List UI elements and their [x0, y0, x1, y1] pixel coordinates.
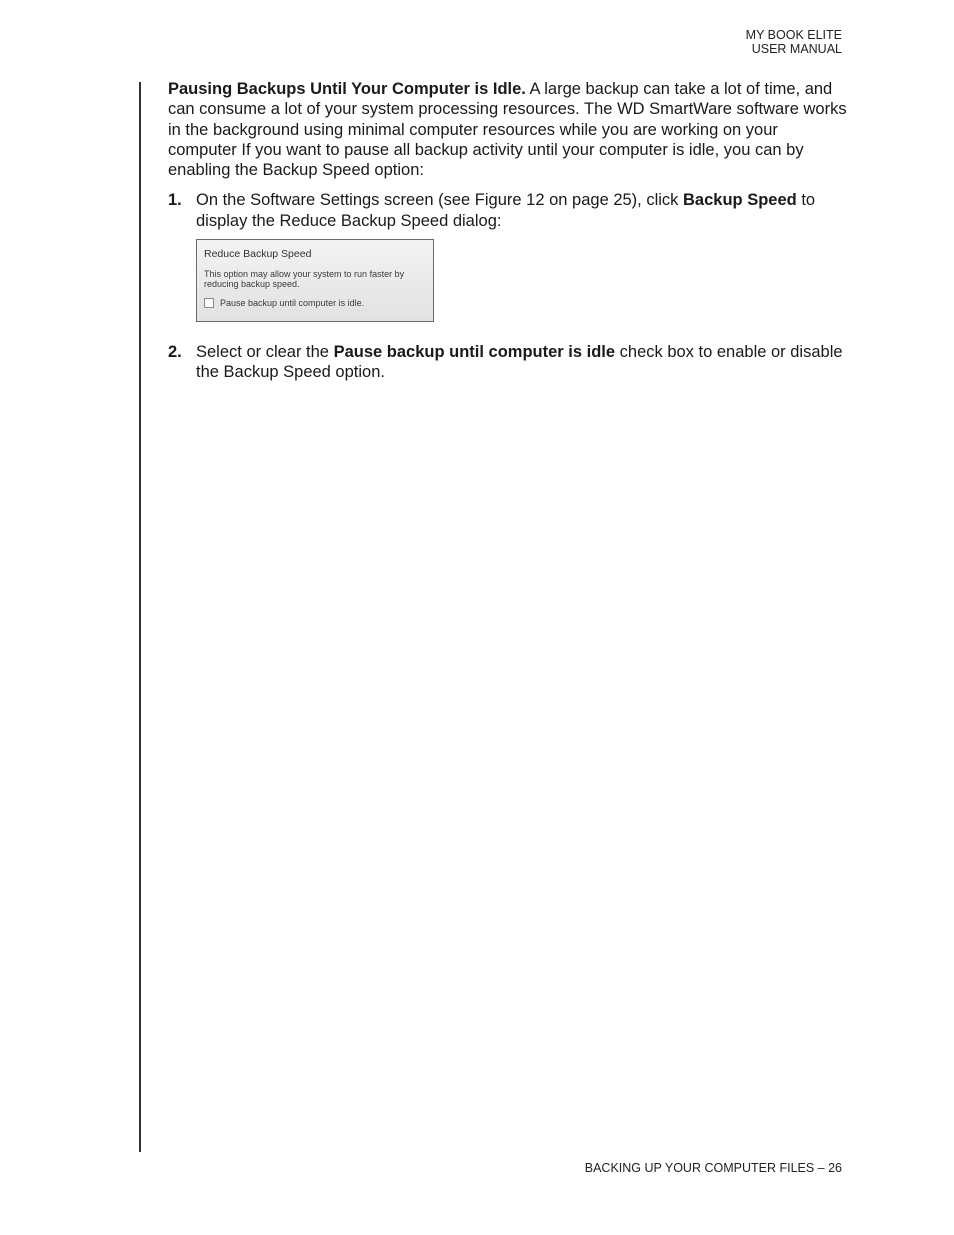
step-text-after: to display the Reduce Backup Speed dialog:	[196, 191, 816, 230]
page-header	[746, 28, 842, 56]
step-text	[196, 190, 848, 231]
step-text-bold: Backup Speed	[683, 191, 797, 210]
step-text-before: Select or clear the	[196, 343, 334, 362]
step-text	[196, 342, 848, 383]
dialog-description: This option may allow your system to run faster by reducing backup speed.	[204, 269, 405, 290]
header-product-name: MY BOOK ELITE	[745, 28, 842, 42]
step-item	[168, 190, 848, 322]
step-number: 1.	[168, 191, 182, 210]
pause-backup-checkbox-label: Pause backup until computer is idle.	[220, 298, 365, 309]
dialog-title: Reduce Backup Speed	[204, 248, 312, 261]
pause-backup-checkbox-row[interactable]	[204, 298, 426, 308]
step-item	[168, 342, 848, 383]
step-text-bold: Pause backup until computer is idle	[333, 343, 616, 362]
pause-backup-checkbox[interactable]	[204, 298, 214, 308]
page-content	[168, 79, 848, 383]
step-text-after: check box to enable or disable the Backup Speed option.	[196, 343, 843, 382]
intro-text: A large backup can take a lot of time, and can consume a lot of your system processing resources. The WD SmartWare software works in the background using minimal computer resources while you are working on your computer If you want to pause all backup activity until your computer is idle, you can by enabling the Backup Speed option:	[168, 80, 847, 180]
intro-paragraph	[168, 79, 848, 180]
intro-heading: Pausing Backups Until Your Computer is Idle.	[168, 80, 526, 98]
margin-rule	[139, 82, 141, 1152]
reduce-backup-speed-dialog	[196, 239, 434, 322]
header-document-type: USER MANUAL	[751, 42, 842, 56]
steps-list	[168, 190, 848, 382]
step-text-before: On the Software Settings screen (see Figure 12 on page 25), click	[196, 191, 684, 210]
step-number: 2.	[168, 343, 182, 362]
page-footer: BACKING UP YOUR COMPUTER FILES – 26	[584, 1161, 842, 1175]
